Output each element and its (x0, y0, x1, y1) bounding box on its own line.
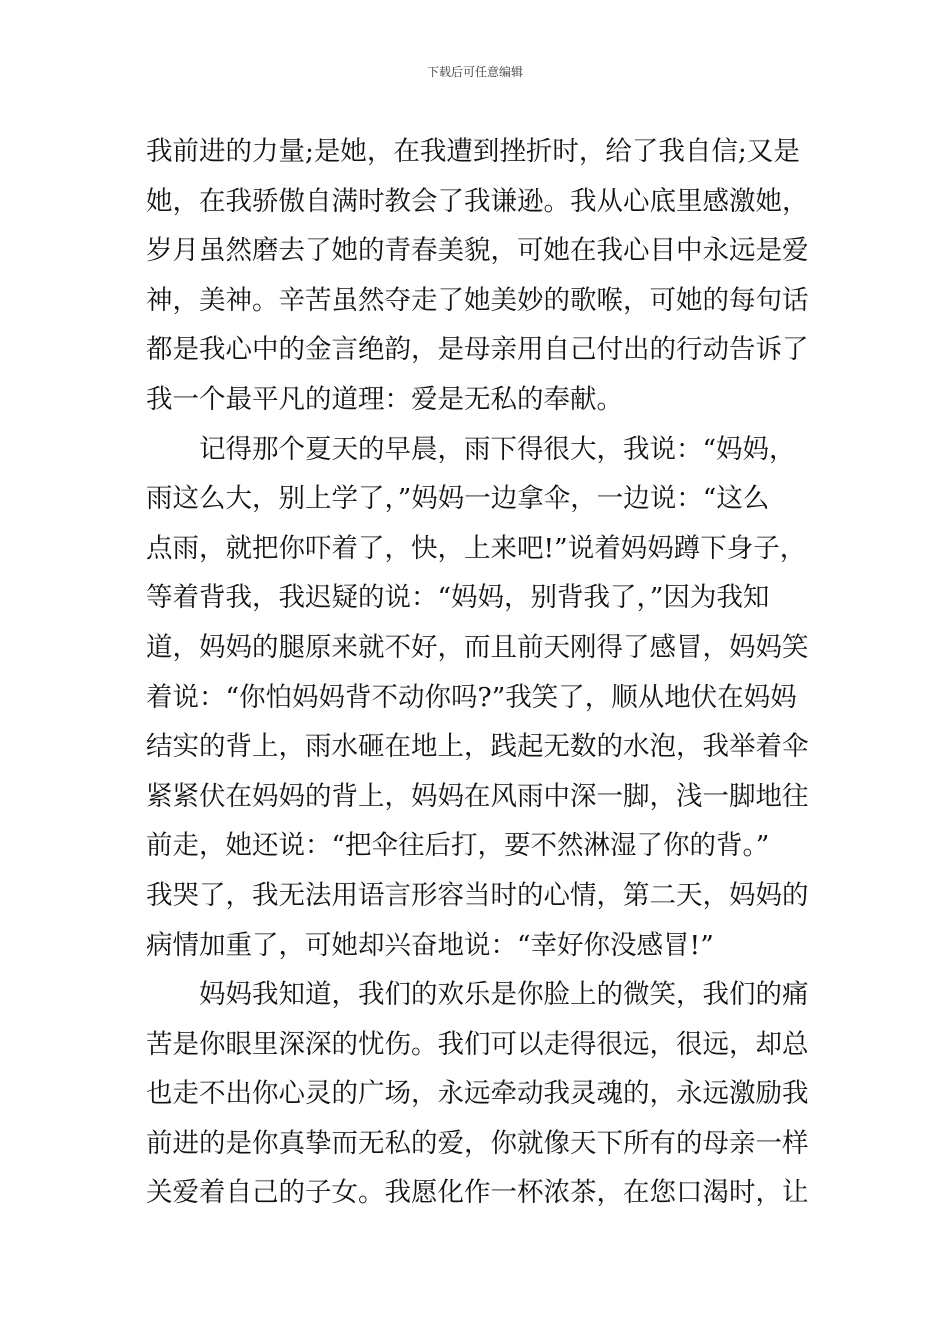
text-line: 雨这么大，别上学了，”妈妈一边拿伞，一边说：“这么 (146, 483, 770, 515)
text-line: 我哭了，我无法用语言形容当时的心情，第二天，妈妈的 (146, 879, 809, 911)
page-header: 下载后可任意编辑 (426, 65, 523, 79)
text-line: 前进的是你真挚而无私的爱，你就像天下所有的母亲一样 (146, 1127, 809, 1159)
body-text (146, 127, 810, 1218)
text-line: 点雨，就把你吓着了，快，上来吧!”说着妈妈蹲下身子， (146, 532, 807, 564)
text-line: 我一个最平凡的道理：爱是无私的奉献。 (146, 383, 623, 415)
text-line: 苦是你眼里深深的忧伤。我们可以走得很远，很远，却总 (146, 1028, 809, 1060)
text-line: 岁月虽然磨去了她的青春美貌，可她在我心目中永远是爱 (146, 235, 809, 267)
text-line: 结实的背上，雨水砸在地上，践起无数的水泡，我举着伞 (146, 731, 809, 763)
text-line: 着说：“你怕妈妈背不动你吗?”我笑了，顺从地伏在妈妈 (146, 681, 797, 713)
text-line: 神，美神。辛苦虽然夺走了她美妙的歌喉，可她的每句话 (146, 284, 809, 316)
text-line: 我前进的力量;是她，在我遭到挫折时，给了我自信;又是 (146, 136, 800, 167)
text-line: 她，在我骄傲自满时教会了我谦逊。我从心底里感激她， (146, 185, 809, 217)
text-line: 紧紧伏在妈妈的背上，妈妈在风雨中深一脚，浅一脚地往 (146, 780, 809, 812)
text-line: 等着背我，我迟疑的说：“妈妈，别背我了，”因为我知 (146, 582, 770, 614)
text-line: 妈妈我知道，我们的欢乐是你脸上的微笑，我们的痛 (146, 979, 809, 1011)
text-line: 都是我心中的金言绝韵，是母亲用自己付出的行动告诉了 (146, 334, 809, 366)
text-line: 关爱着自己的子女。我愿化作一杯浓茶，在您口渴时，让 (146, 1177, 809, 1209)
text-line: 前走，她还说：“把伞往后打，要不然淋湿了你的背。” (146, 830, 770, 862)
text-line: 道，妈妈的腿原来就不好，而且前天刚得了感冒，妈妈笑 (146, 631, 809, 663)
text-line: 也走不出你心灵的广场，永远牵动我灵魂的，永远激励我 (146, 1078, 809, 1110)
text-line: 记得那个夏天的早晨，雨下得很大，我说：“妈妈， (146, 433, 796, 465)
text-line: 病情加重了，可她却兴奋地说：“幸好你没感冒!” (146, 929, 714, 961)
